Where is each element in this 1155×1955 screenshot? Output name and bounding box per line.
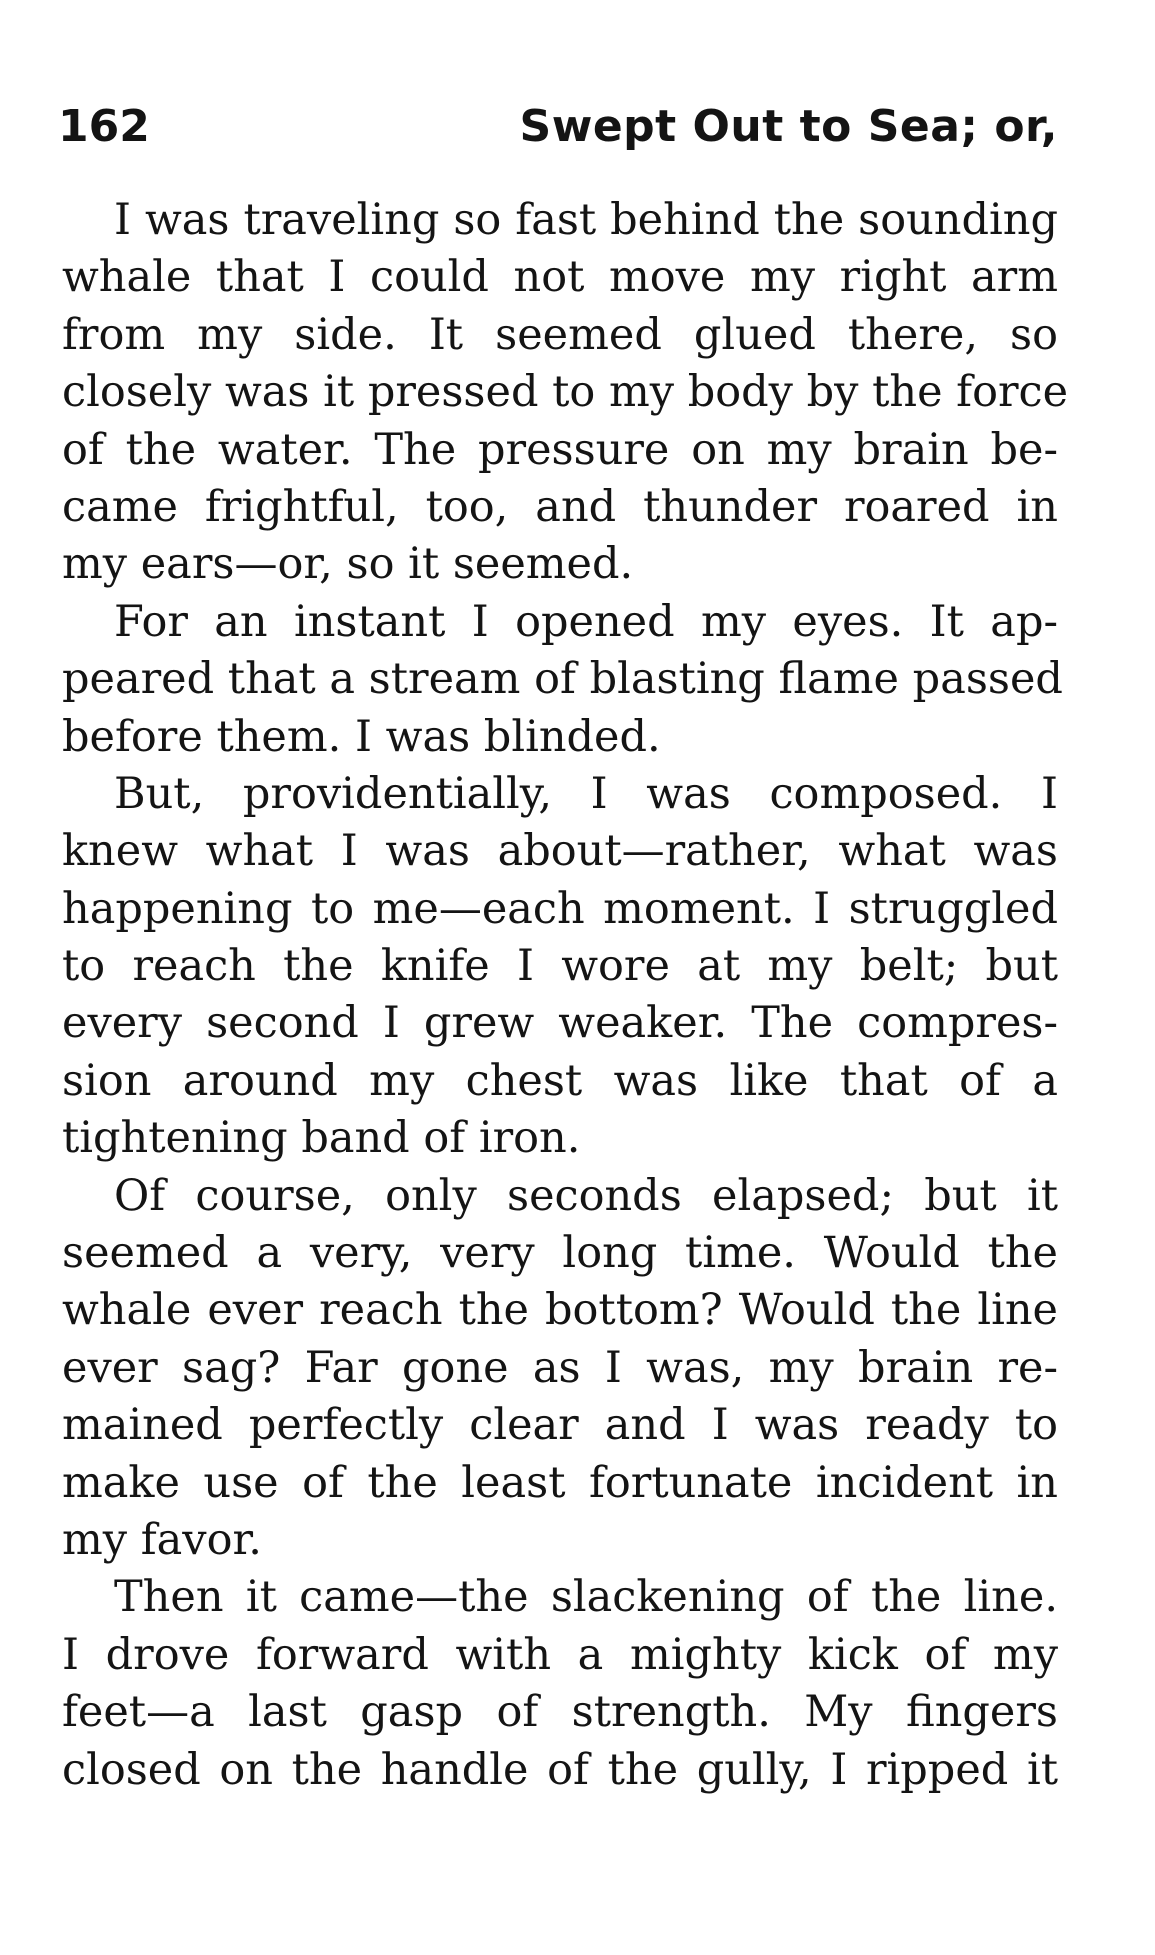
text-line: whale ever reach the bottom? Would the line bbox=[62, 1285, 1058, 1336]
text-line: every second I grew weaker. The compres- bbox=[62, 998, 1058, 1049]
text-line: mained perfectly clear and I was ready to bbox=[62, 1400, 1058, 1451]
text-line: feet—a last gasp of strength. My fingers bbox=[62, 1687, 1058, 1738]
text-line: before them. I was blinded. bbox=[62, 711, 661, 762]
text-line: closed on the handle of the gully, I ripped it bbox=[62, 1744, 1058, 1795]
text-line: happening to me—each moment. I struggled bbox=[62, 883, 1058, 934]
text-line: I drove forward with a mighty kick of my bbox=[62, 1629, 1058, 1680]
text-line: came frightful, too, and thunder roared in bbox=[62, 481, 1058, 532]
text-line: of the water. The pressure on my brain be- bbox=[62, 424, 1058, 475]
text-line: peared that a stream of blasting flame passed bbox=[62, 654, 1063, 705]
text-line: Then it came—the slackening of the line. bbox=[114, 1572, 1058, 1623]
text-line: tightening band of iron. bbox=[62, 1113, 581, 1164]
text-line: to reach the knife I wore at my belt; but bbox=[62, 941, 1058, 992]
running-title: Swept Out to Sea; or, bbox=[519, 101, 1058, 152]
text-line: knew what I was about—rather, what was bbox=[62, 826, 1058, 877]
text-line: closely was it pressed to my body by the force bbox=[62, 367, 1069, 418]
text-line: For an instant I opened my eyes. It ap- bbox=[114, 596, 1058, 647]
text-line: Of course, only seconds elapsed; but it bbox=[114, 1170, 1058, 1221]
text-line: whale that I could not move my right arm bbox=[62, 252, 1058, 303]
text-line: But, providentially, I was composed. I bbox=[114, 768, 1058, 819]
page-number: 162 bbox=[58, 101, 150, 152]
body-text bbox=[62, 192, 1069, 1799]
running-head bbox=[58, 92, 1058, 162]
text-line: I was traveling so fast behind the sounding bbox=[114, 195, 1058, 245]
text-line: make use of the least fortunate incident in bbox=[62, 1457, 1058, 1508]
text-line: my ears—or, so it seemed. bbox=[62, 539, 634, 590]
text-line: ever sag? Far gone as I was, my brain re- bbox=[62, 1342, 1058, 1393]
text-line: seemed a very, very long time. Would the bbox=[62, 1228, 1058, 1279]
text-line: my favor. bbox=[62, 1514, 262, 1565]
text-line: from my side. It seemed glued there, so bbox=[62, 309, 1058, 360]
text-line: sion around my chest was like that of a bbox=[62, 1055, 1058, 1106]
